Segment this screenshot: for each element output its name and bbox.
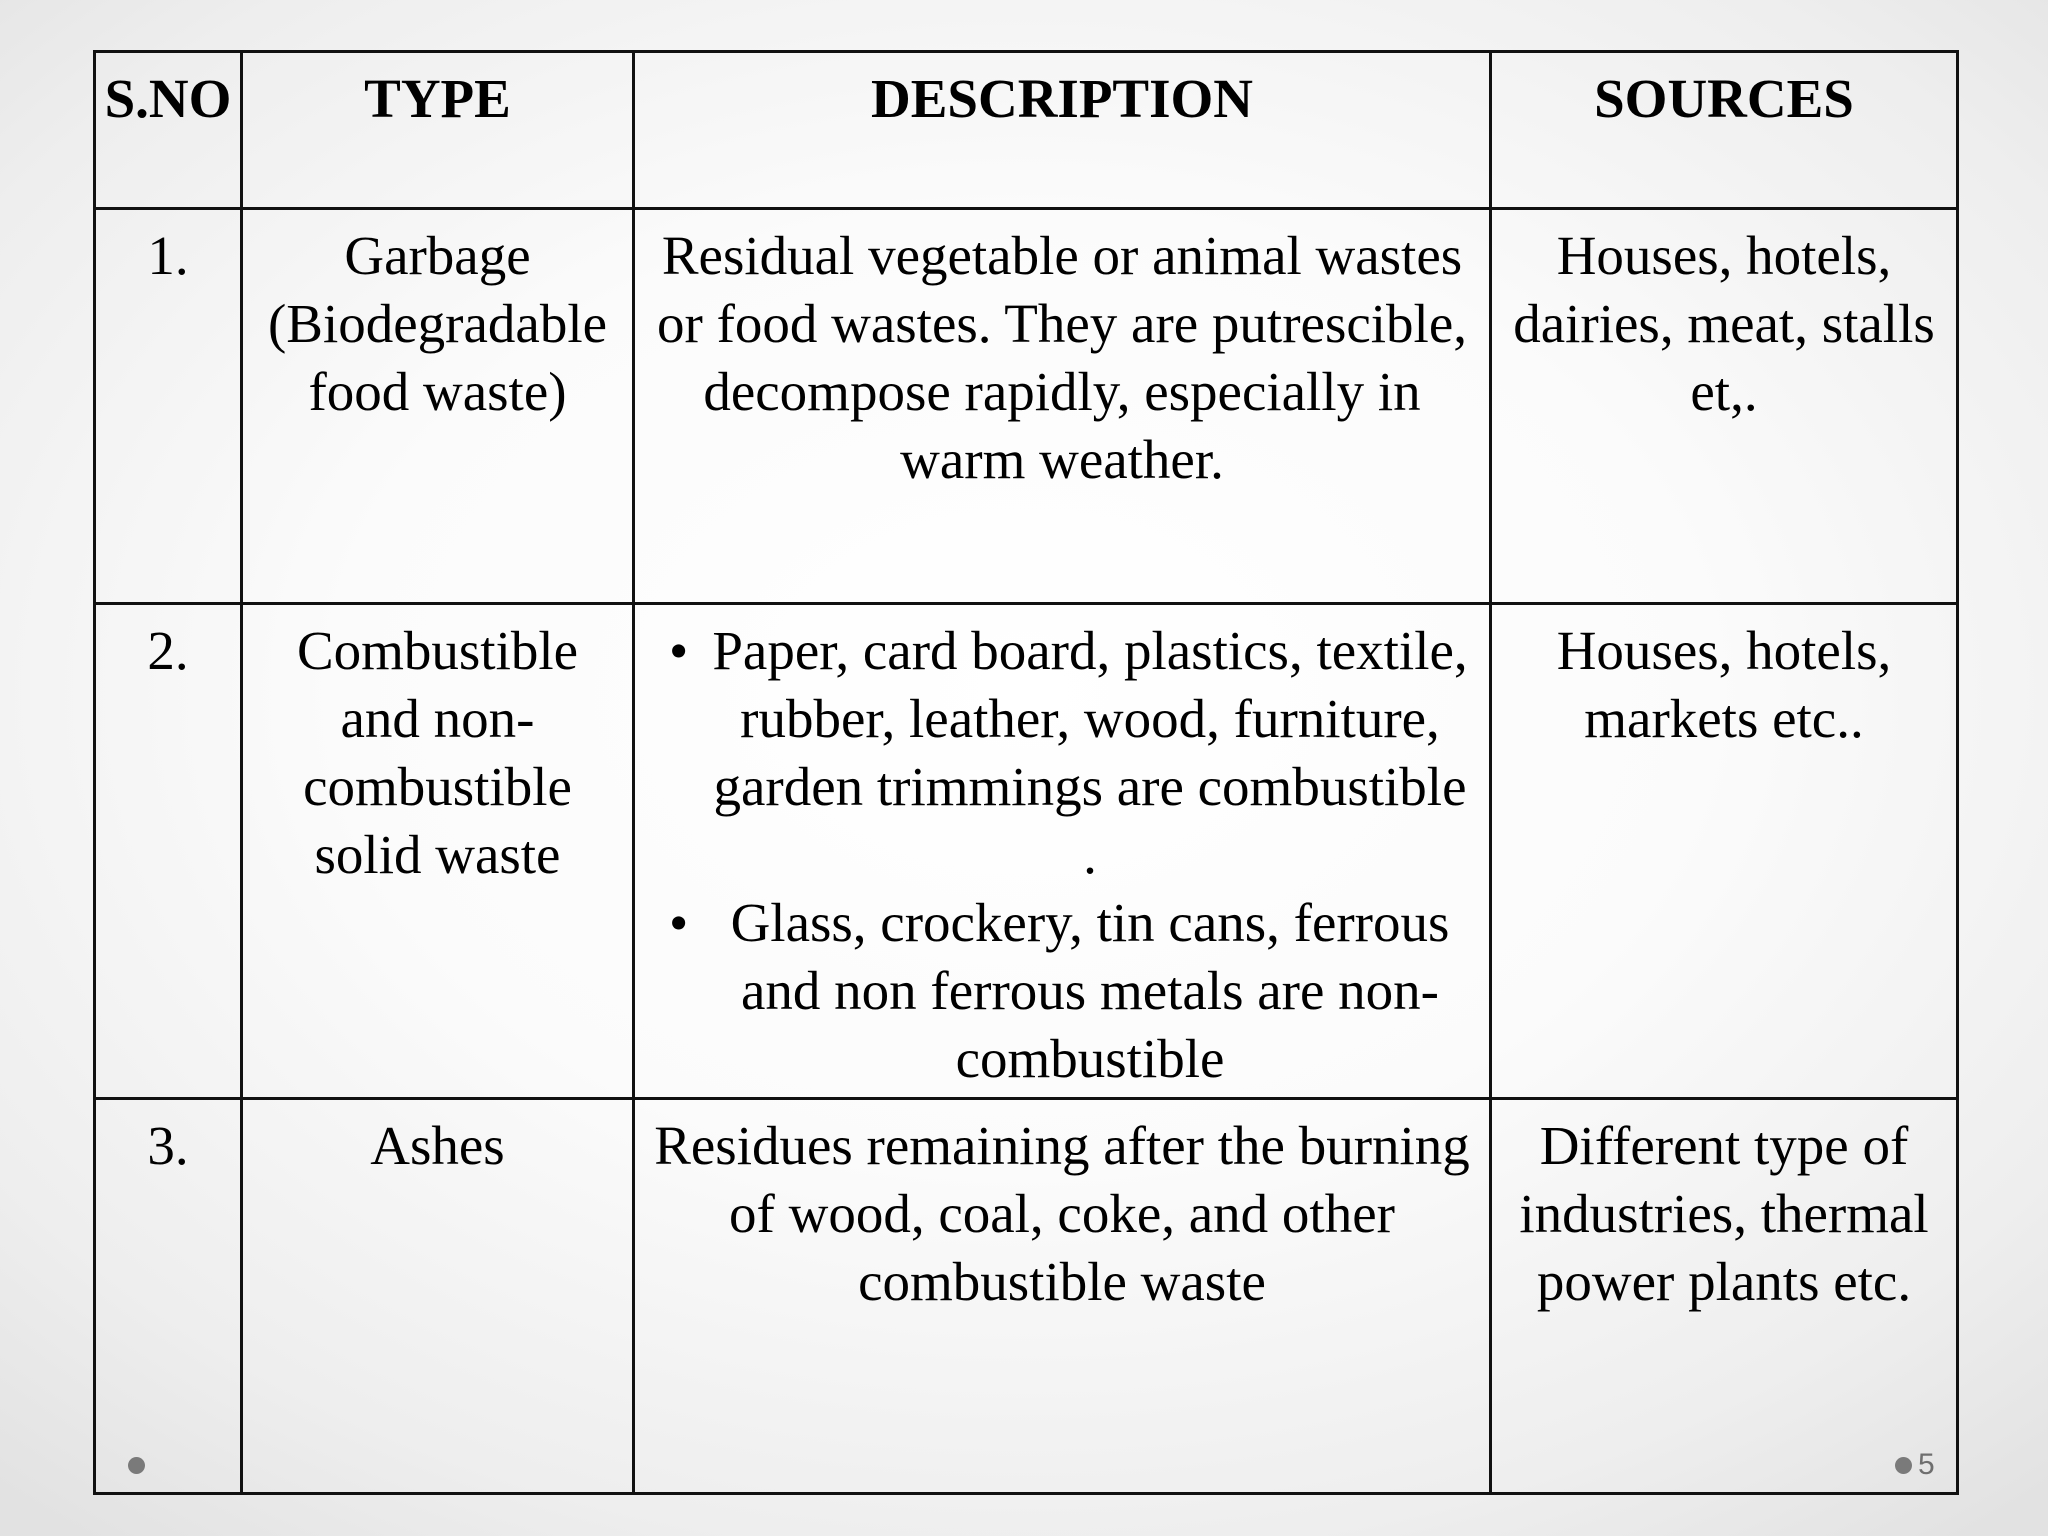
header-type: TYPE (242, 52, 634, 209)
table-row (95, 1099, 1958, 1494)
cell-type: Combustible and non-combustible solid waste (242, 604, 634, 1099)
table-row (95, 209, 1958, 604)
cell-sources: Houses, hotels, markets etc.. (1491, 604, 1958, 1099)
cell-sources: Different type of industries, thermal power plants etc. (1491, 1099, 1958, 1494)
description-bullet-list (649, 617, 1475, 1093)
decorative-dot-icon (128, 1457, 145, 1474)
cell-description: Residues remaining after the burning of wood, coal, coke, and other combustible waste (634, 1099, 1491, 1494)
table-row (95, 604, 1958, 1099)
header-description: DESCRIPTION (634, 52, 1491, 209)
bullet-item: • Paper, card board, plastics, textile, rubber, leather, wood, furniture, garden trimmings are combustible . (649, 617, 1475, 889)
cell-sno: 2. (95, 604, 242, 1099)
decorative-dot-icon (1895, 1457, 1912, 1474)
cell-type: Garbage (Biodegradable food waste) (242, 209, 634, 604)
waste-types-table (93, 50, 1959, 1495)
cell-sno: 1. (95, 209, 242, 604)
page-number: 5 (1918, 1448, 1935, 1481)
cell-description: Residual vegetable or animal wastes or food wastes. They are putrescible, decompose rapidly, especially in warm weather. (634, 209, 1491, 604)
cell-type: Ashes (242, 1099, 634, 1494)
header-sno: S.NO (95, 52, 242, 209)
cell-description (634, 604, 1491, 1099)
cell-sources: Houses, hotels, dairies, meat, stalls et,. (1491, 209, 1958, 604)
bullet-item: • Glass, crockery, tin cans, ferrous and non ferrous metals are non-combustible (649, 889, 1475, 1093)
table-header-row (95, 52, 1958, 209)
cell-sno: 3. (95, 1099, 242, 1494)
header-sources: SOURCES (1491, 52, 1958, 209)
